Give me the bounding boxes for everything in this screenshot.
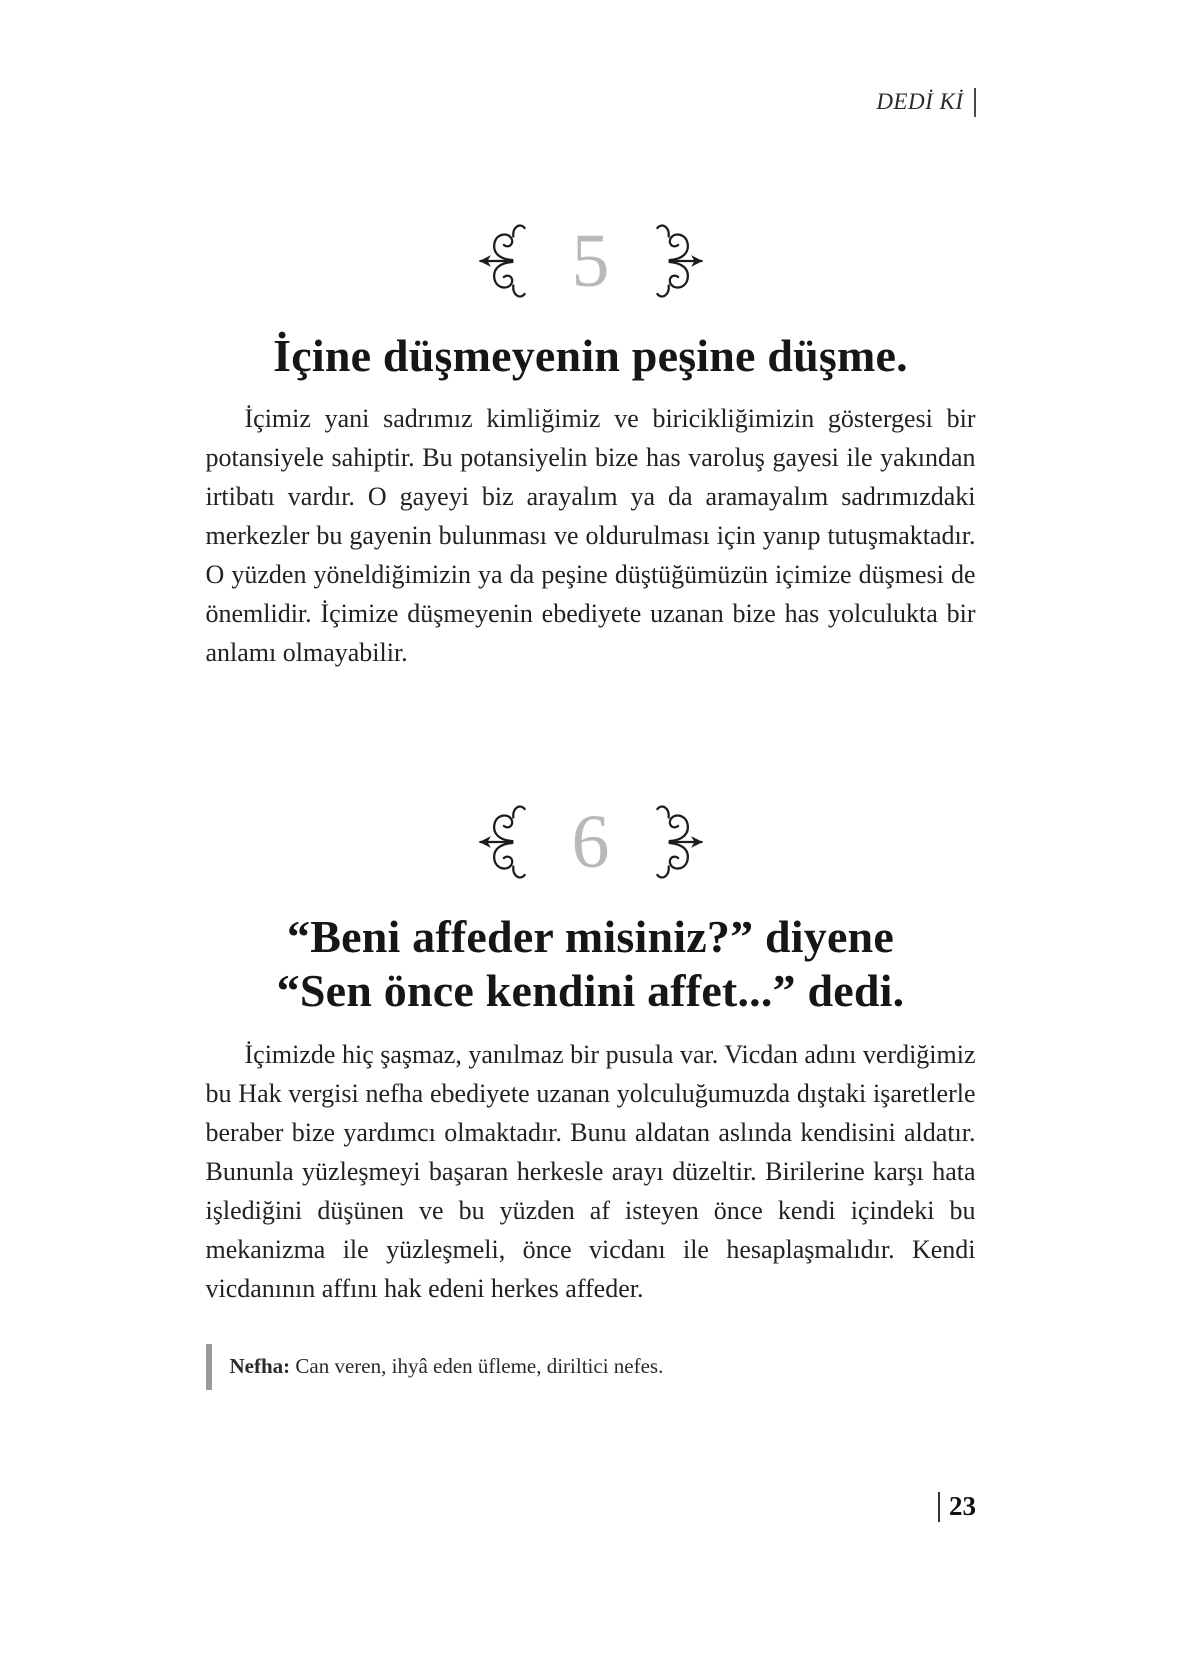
- chapter-title-line: İçine düşmeyenin peşine düşme.: [273, 329, 908, 381]
- page-number: 23: [938, 1492, 976, 1522]
- flourish-right-icon: [647, 794, 713, 890]
- chapter-body-text: İçimizde hiç şaşmaz, yanılmaz bir pusula var. Vicdan adını verdiğimiz bu Hak vergisi nefha ebediyete uzanan yolculuğumuzda dıştaki işaretlerle beraber bize yardımcı olmaktadır. Bunu aldatan aslında kendisini aldatır. Bununla yüzleşmeyi başaran herkesle arayı düzeltir. Birilerine karşı hata işlediğini düşünen ve bu yüzden af isteyen önce kendi içindeki bu mekanizma ile yüzleşmeli, önce vicdanı ile hesaplaşmalıdır. Kendi vicdanının affını hak edeni herkes affeder.: [205, 1039, 976, 1303]
- chapter-title-line-2: “Sen önce kendini affet...” dedi.: [276, 965, 905, 1017]
- book-page: [206, 0, 976, 1390]
- footnote-term: Nefha:: [229, 1353, 291, 1378]
- footnote-rule: [206, 1344, 212, 1390]
- chapter-number: 5: [571, 218, 610, 303]
- flourish-left-icon: [469, 213, 535, 309]
- chapter-title-line-1: “Beni affeder misiniz?” diyene: [287, 911, 894, 963]
- chapter-ornament: [206, 209, 976, 313]
- flourish-left-icon: [469, 794, 535, 890]
- header-title: DEDİ Kİ: [876, 88, 975, 117]
- footnote-text: [230, 1344, 664, 1389]
- running-header: [206, 88, 976, 117]
- chapter-section-5: [206, 209, 976, 672]
- chapter-ornament: [206, 790, 976, 894]
- chapter-title: [206, 329, 976, 383]
- flourish-right-icon: [647, 213, 713, 309]
- footnote-definition: Can veren, ihyâ eden üfleme, diriltici nefes.: [290, 1353, 664, 1378]
- chapter-body-text: İçimiz yani sadrımız kimliğimiz ve biricikliğimizin göstergesi bir potansiyele sahiptir. Bu potansiyelin bize has varoluş gayesi ile yakından irtibatı vardır. O gayeyi biz arayalım ya da aramayalım sadrımızdaki merkezler bu gayenin bulunması ve oldurulması için yanıp tutuşmaktadır. O yüzden yöneldiğimizin ya da peşine düştüğümüzün içimize düşmesi de önemlidir. İçimize düşmeyenin ebediyete uzanan bize has yolculukta bir anlamı olmayabilir.: [205, 404, 976, 668]
- chapter-title: [206, 910, 976, 1019]
- footnote: [206, 1344, 976, 1390]
- chapter-number: 6: [571, 800, 610, 885]
- chapter-section-6: [206, 790, 976, 1308]
